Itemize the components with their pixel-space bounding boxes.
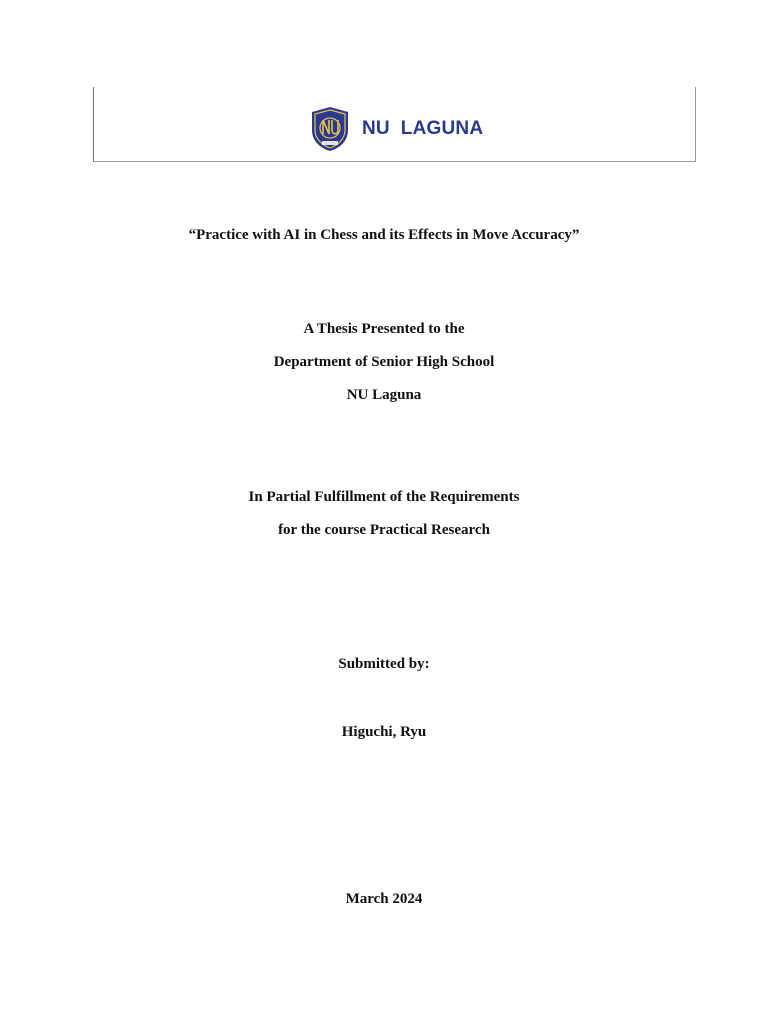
shield-seal-icon xyxy=(309,106,351,152)
author-name: Higuchi, Ryu xyxy=(341,724,427,740)
submitted-by-label: Submitted by: xyxy=(338,656,430,672)
institution-logo xyxy=(309,106,483,152)
fulfillment-line-1: In Partial Fulfillment of the Requirements xyxy=(248,489,520,505)
thesis-title: “Practice with AI in Chess and its Effects in Move Accuracy” xyxy=(188,227,580,243)
presentation-line-2: Department of Senior High School xyxy=(273,354,495,370)
presentation-line-3: NU Laguna xyxy=(346,387,422,403)
logo-wordmark: NU LAGUNA xyxy=(362,118,484,139)
presentation-line-1: A Thesis Presented to the xyxy=(303,321,465,337)
submission-date: March 2024 xyxy=(345,891,423,907)
fulfillment-line-2: for the course Practical Research xyxy=(278,522,490,538)
